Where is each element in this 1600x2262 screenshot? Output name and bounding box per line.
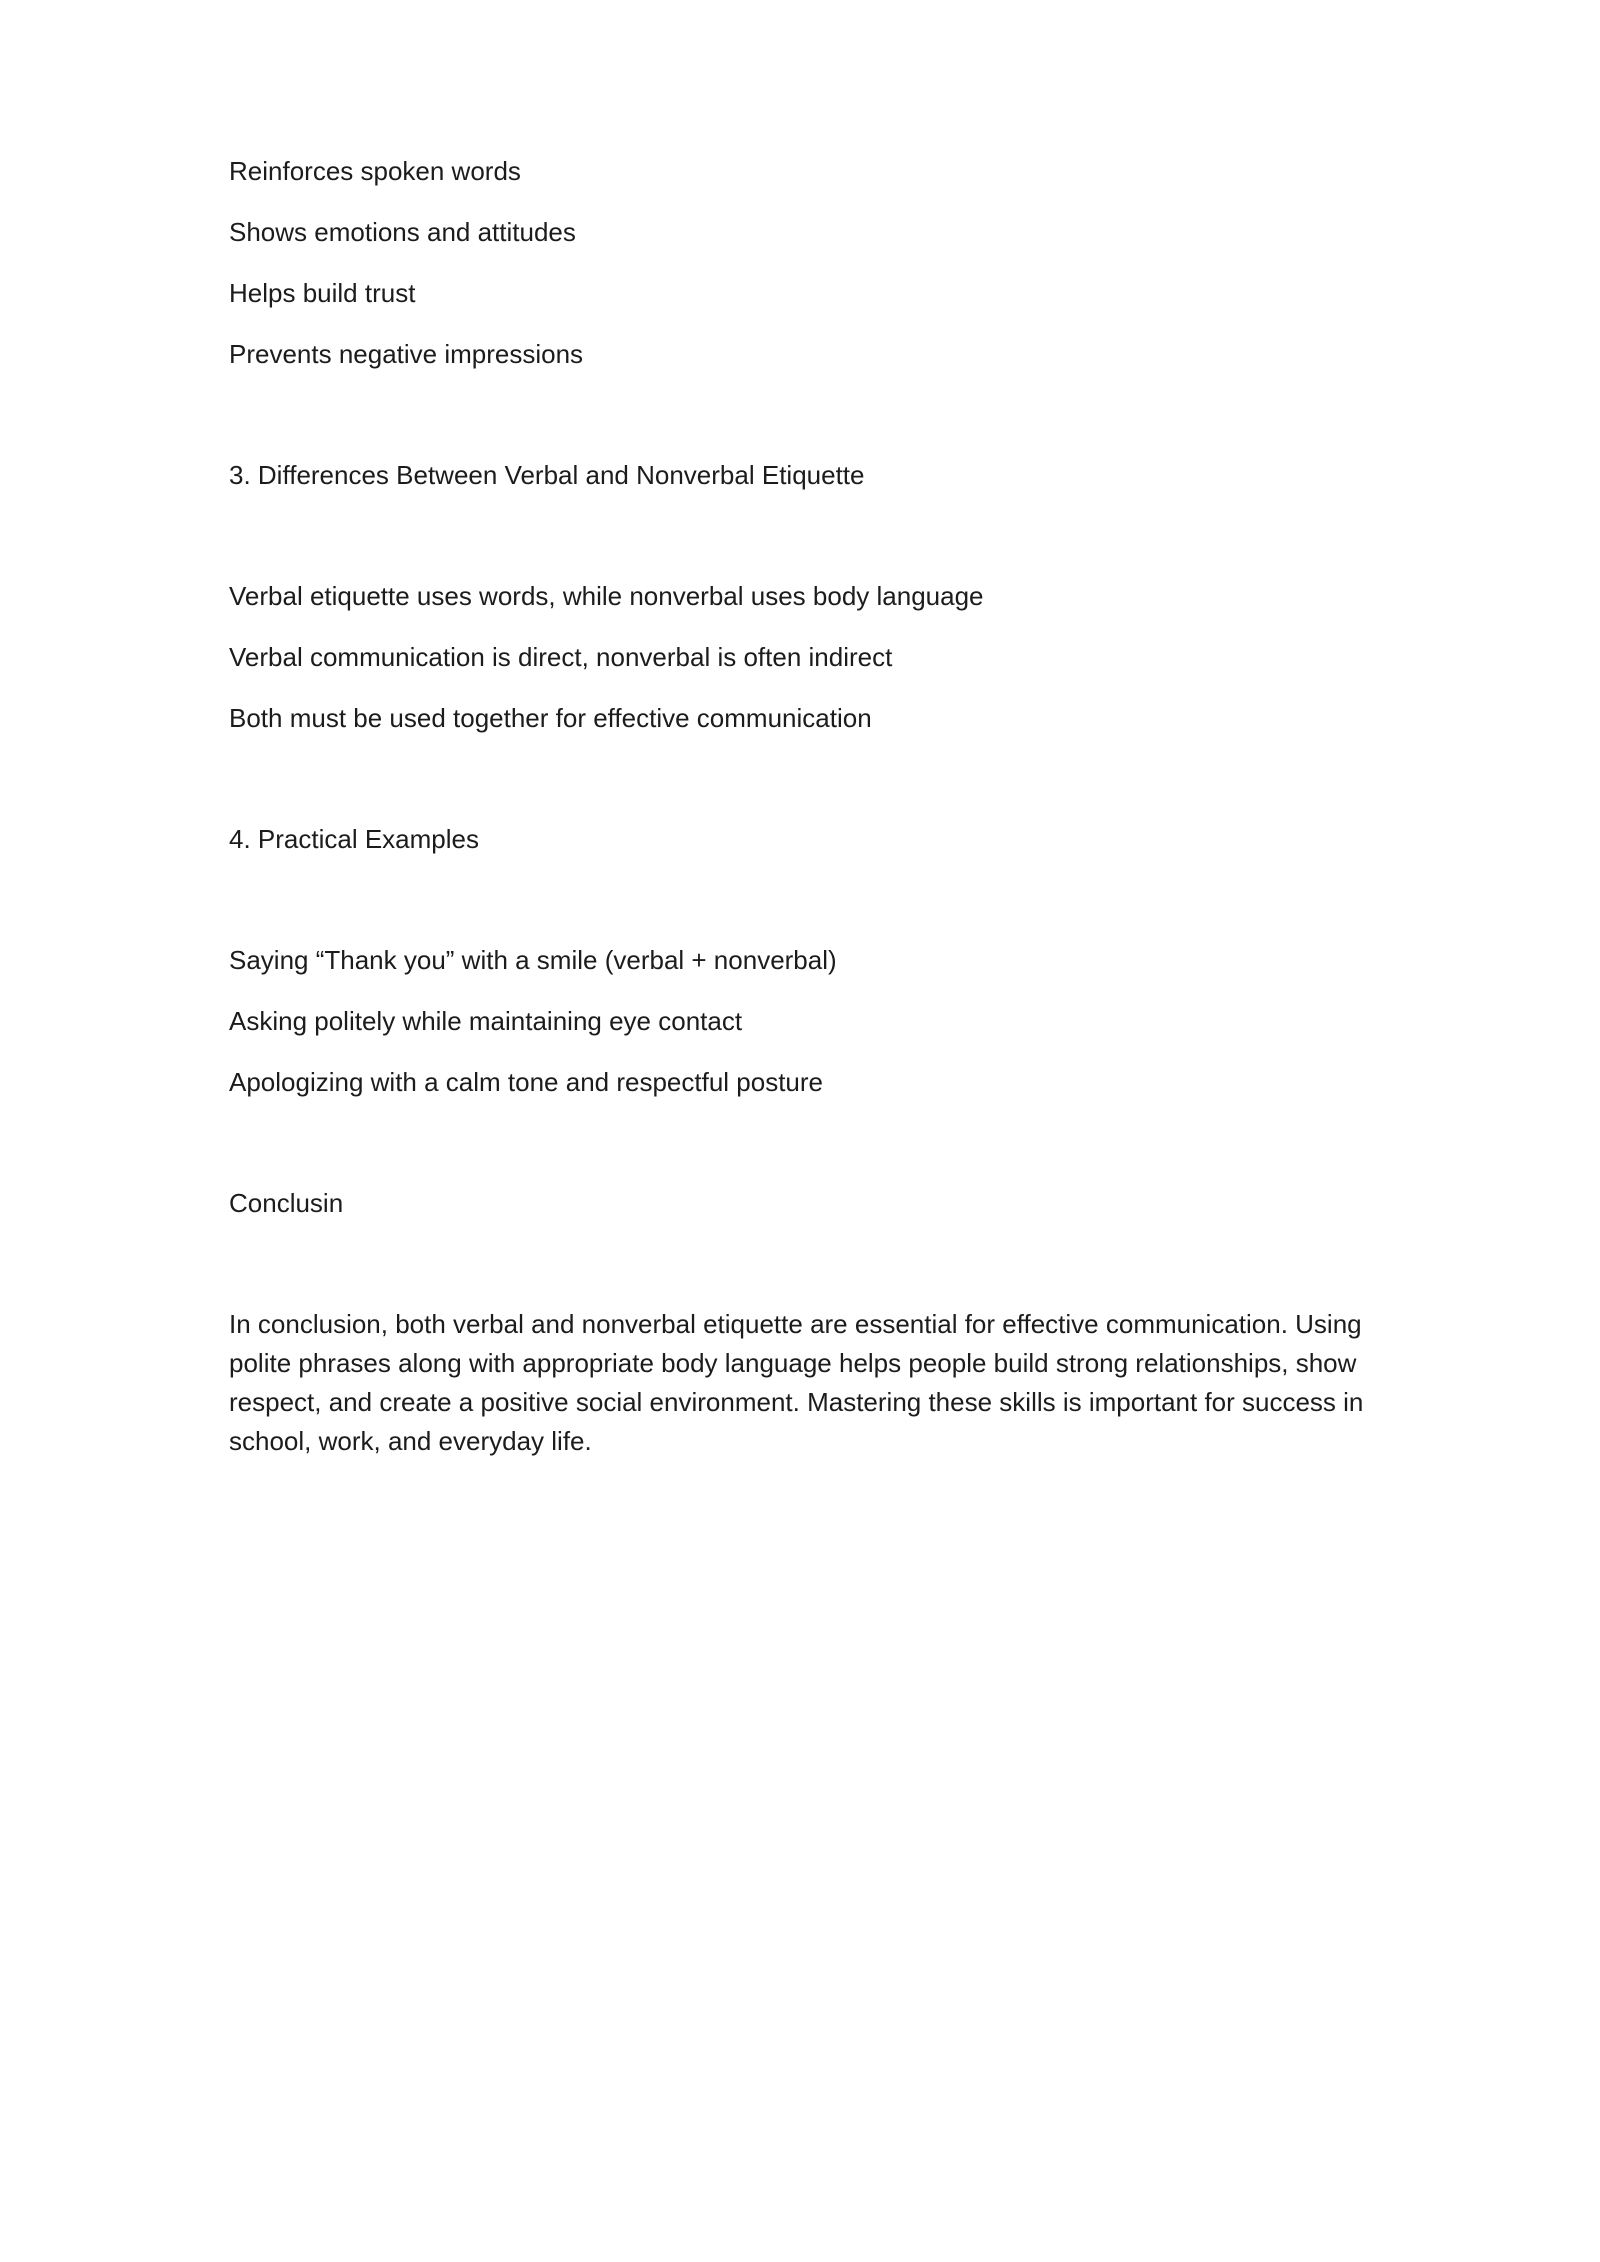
conclusion-paragraph: In conclusion, both verbal and nonverbal etiquette are essential for effective communication. Using polite phrases along with appropriate body language helps people build strong relationships, show respect, and create a positive social environment. Mastering these skills is important for success in school, work, and everyday life. <box>229 1309 1364 1456</box>
section-heading-examples: 4. Practical Examples <box>229 824 479 854</box>
list-item: Apologizing with a calm tone and respectful posture <box>229 1067 824 1097</box>
list-item: Saying “Thank you” with a smile (verbal + nonverbal) <box>229 945 837 975</box>
spacer <box>229 738 1429 820</box>
document-body <box>229 152 1429 1461</box>
list-item: Both must be used together for effective communication <box>229 703 872 733</box>
section-heading-conclusion: Conclusin <box>229 1188 344 1218</box>
list-item: Asking politely while maintaining eye contact <box>229 1006 743 1036</box>
spacer <box>229 1102 1429 1184</box>
spacer <box>229 374 1429 456</box>
spacer <box>229 859 1429 941</box>
list-item: Reinforces spoken words <box>229 156 521 186</box>
spacer <box>229 495 1429 577</box>
list-item: Verbal etiquette uses words, while nonverbal uses body language <box>229 581 984 611</box>
list-item: Shows emotions and attitudes <box>229 217 576 247</box>
section-heading-differences: 3. Differences Between Verbal and Nonverbal Etiquette <box>229 460 865 490</box>
list-item: Verbal communication is direct, nonverbal is often indirect <box>229 642 893 672</box>
list-item: Prevents negative impressions <box>229 339 584 369</box>
list-item: Helps build trust <box>229 278 416 308</box>
spacer <box>229 1223 1429 1305</box>
